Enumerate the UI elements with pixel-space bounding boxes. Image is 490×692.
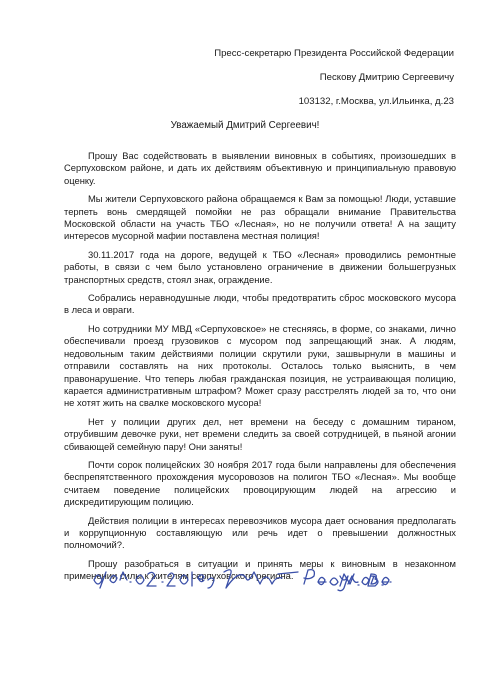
paragraph: Прошу разобраться в ситуации и принять меры к виновным в незаконном применении силы к жителям серпуховского региона. xyxy=(64,557,456,582)
signature-drawing xyxy=(90,558,410,594)
letter-body xyxy=(64,150,456,589)
paragraph: Почти сорок полицейских 30 ноября 2017 года были направлены для обеспечения беспрепятственного прохождения мусоровозов на полигон ТБО «Лесная». Мы вообще считаем поведение полицейских провоцирующим людей на агрессию и дискредитирующим полицию. xyxy=(64,458,456,508)
paragraph: Прошу Вас содействовать в выявлении виновных в событиях, произошедших в Серпуховском районе, и дать их действиям объективную и принципиальную правовую оценку. xyxy=(64,150,456,186)
paragraph: Собрались неравнодушные люди, чтобы предотвратить сброс московского мусора в леса и овраги. xyxy=(64,292,456,316)
paragraph: Мы жители Серпуховского района обращаемся к Вам за помощью! Люди, уставшие терпеть вонь смердящей помойки не раз обращали внимание Правительства Московской области на участь ТБО «Лесная», но не получили ответа! А на защиту интересов мусорной мафии поставлена местная полиция! xyxy=(64,193,456,242)
recipient-name: Пескову Дмитрию Сергеевичу xyxy=(319,72,454,83)
paragraph: Но сотрудники МУ МВД «Серпуховское» не стесняясь, в форме, со знаками, лично обеспечивали проезд грузовиков с мусором под запрещающий знак. А людям, недовольным таким действиями полиции скрутили руки, зашвырнули в машины и отправили составлять на них протоколы. Осталось только выяснить, в чем правонарушение. Что теперь любая гражданская позиция, не устраивающая полицию, карается административным штрафом? Может сразу расстрелять людей за то, что они не хотят жить на свалке московского мусора! xyxy=(64,322,456,409)
recipient-address: 103132, г.Москва, ул.Ильинка, д.23 xyxy=(298,96,454,107)
handwritten-signature xyxy=(90,558,410,594)
paragraph: Действия полиции в интересах перевозчиков мусора дает основания предполагать и коррупционную составляющую или речь идет о превышении должностных полномочий?. xyxy=(64,514,456,551)
paragraph: 30.11.2017 года на дороге, ведущей к ТБО «Лесная» проводились ремонтные работы, в связи с чем было установлено ограничение в движении большегрузных транспортных средств, стоял знак, ограждение. xyxy=(64,248,456,285)
recipient-title: Пресс-секретарю Президента Российской Федерации xyxy=(214,48,454,59)
paragraph: Нет у полиции других дел, нет времени на беседу с домашним тираном, отрубившим девочке руки, нет времени следить за своей сотрудницей, в пьяной агонии сбивающей семейную пару! Они заняты! xyxy=(64,415,456,452)
greeting: Уважаемый Дмитрий Сергеевич! xyxy=(170,120,320,131)
